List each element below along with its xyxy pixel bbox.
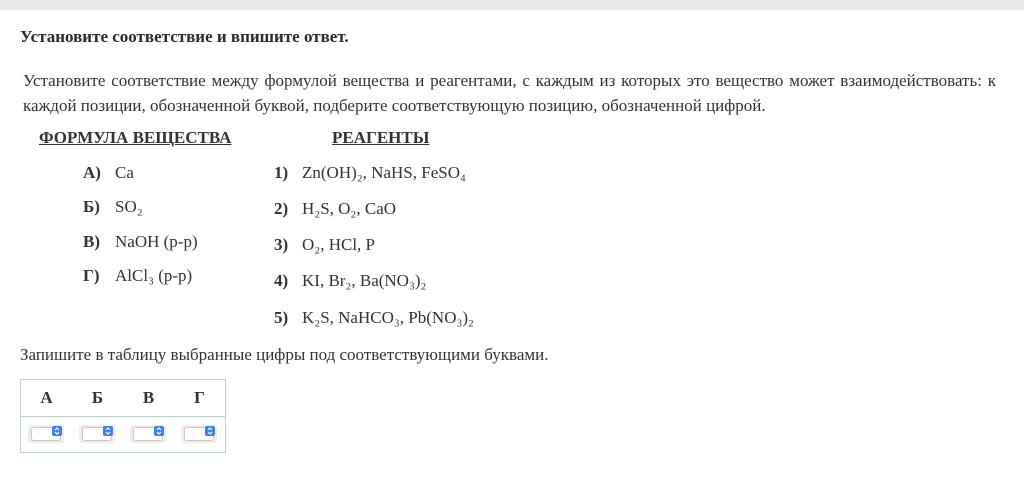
reagent-value: H₂S, O₂, CaO	[302, 199, 397, 218]
top-bar	[0, 0, 1024, 10]
answer-header-a: А	[40, 388, 53, 407]
formula-row-g	[83, 266, 192, 286]
reagent-label: 5)	[274, 308, 289, 327]
formula-row-v	[83, 232, 198, 252]
formula-value: AlCl₃ (р-р)	[115, 266, 193, 285]
formula-label: Б)	[83, 197, 100, 216]
answer-header-g: Г	[194, 388, 205, 407]
formula-row-a	[83, 163, 134, 183]
chevron-updown-icon[interactable]	[154, 426, 164, 436]
answer-select-a[interactable]	[28, 425, 64, 443]
reagent-row-3	[274, 235, 375, 255]
chevron-updown-icon[interactable]	[205, 426, 215, 436]
task-text: Установите соответствие между формулой вещества и реагентами, с каждым из которых это вещество может взаимодействовать: к каждой позиции, обозначенной буквой, подберите соответствующую позицию, обозначенной цифрой.	[23, 71, 996, 115]
formula-value: NaOH (р-р)	[115, 232, 198, 251]
column-header-formula: ФОРМУЛА ВЕЩЕСТВА	[39, 128, 232, 147]
answer-header-b: Б	[91, 388, 104, 407]
reagent-value: K₂S, NaHCO₃, Pb(NO₃)₂	[302, 308, 474, 327]
formula-value: SO₂	[115, 197, 143, 216]
answer-header-v: В	[142, 388, 155, 407]
reagent-label: 3)	[274, 235, 289, 254]
formula-label: Г)	[83, 266, 100, 285]
reagent-value: O₂, HCl, P	[302, 235, 375, 254]
chevron-updown-icon[interactable]	[103, 426, 113, 436]
chevron-updown-icon[interactable]	[52, 426, 62, 436]
formula-label: В)	[83, 232, 100, 251]
task-heading: Установите соответствие и впишите ответ.	[20, 27, 349, 46]
reagent-value: KI, Br₂, Ba(NO₃)₂	[302, 271, 427, 290]
answer-select-b[interactable]	[79, 425, 115, 443]
column-header-reagents: РЕАГЕНТЫ	[332, 128, 430, 147]
formula-value: Ca	[115, 163, 134, 182]
reagent-row-4	[274, 271, 426, 291]
answer-select-v[interactable]	[130, 425, 166, 443]
reagent-label: 4)	[274, 271, 289, 290]
reagent-label: 2)	[274, 199, 289, 218]
reagent-label: 1)	[274, 163, 289, 182]
formula-label: А)	[83, 163, 101, 182]
reagent-row-2	[274, 199, 396, 219]
reagent-value: Zn(OH)₂, NaHS, FeSO₄	[302, 163, 466, 182]
reagent-row-5	[274, 308, 474, 328]
answer-select-g[interactable]	[181, 425, 217, 443]
reagent-row-1	[274, 163, 466, 183]
answer-table-header	[21, 380, 225, 417]
instruction-note: Запишите в таблицу выбранные цифры под соответствующими буквами.	[20, 345, 549, 364]
formula-row-b	[83, 197, 143, 217]
answer-table	[20, 379, 226, 453]
